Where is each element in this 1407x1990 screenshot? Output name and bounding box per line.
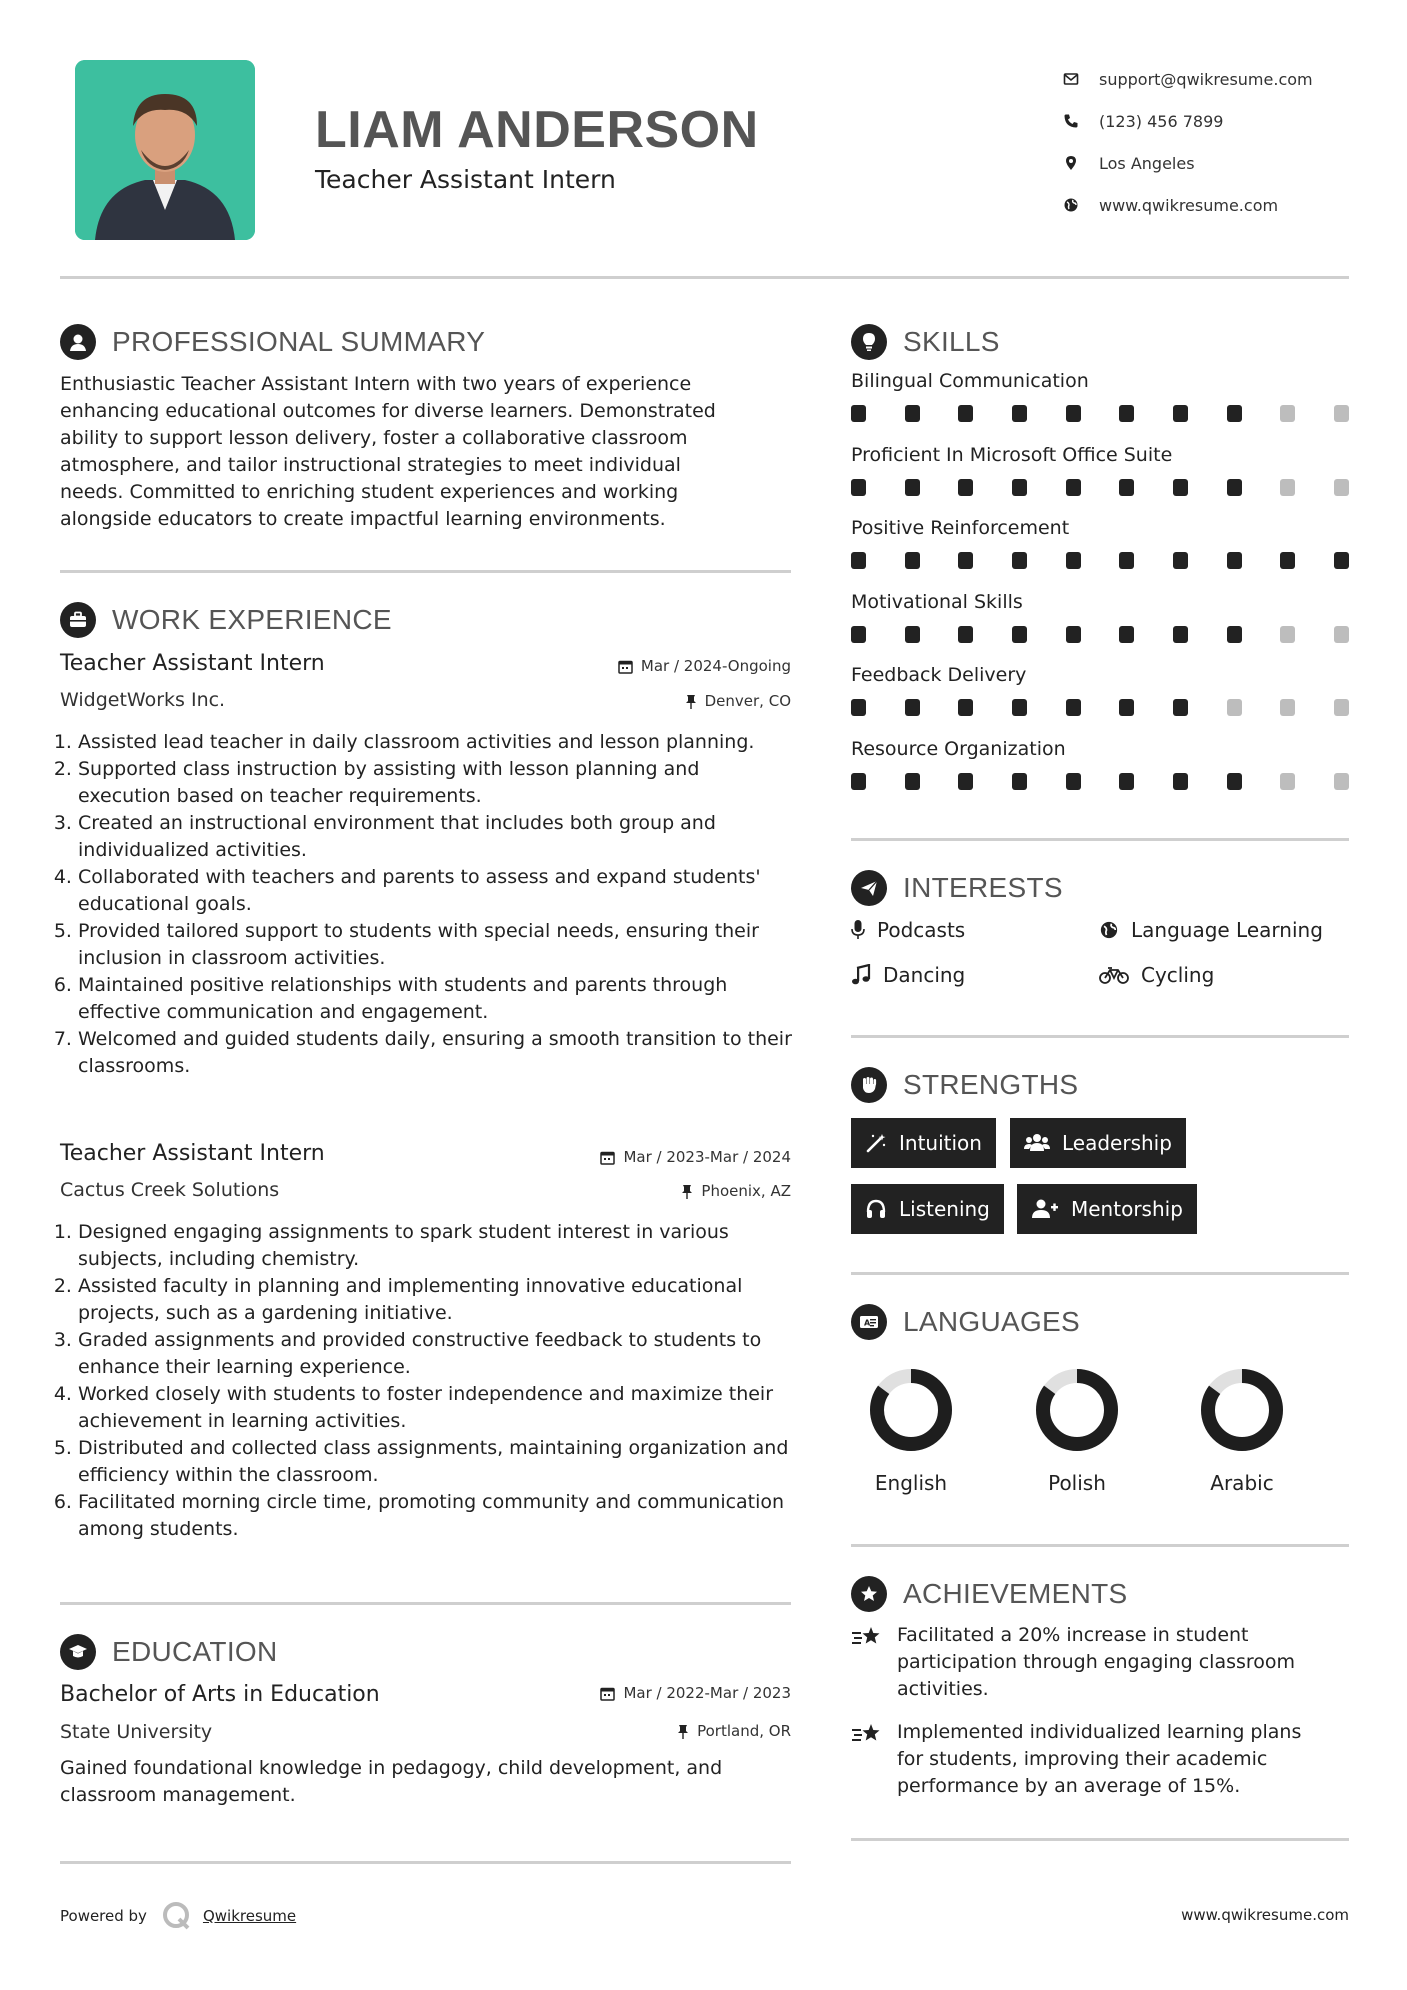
skill-item xyxy=(851,664,1349,716)
job-bullets xyxy=(60,729,795,1080)
rating-dot-filled xyxy=(905,479,920,496)
rating-dot-filled xyxy=(1173,552,1188,569)
rating-dot-filled xyxy=(1119,552,1134,569)
interests-title: INTERESTS xyxy=(903,872,1063,903)
contact-email-text: support@qwikresume.com xyxy=(1099,69,1313,89)
interest-label: Cycling xyxy=(1141,963,1215,987)
education-section-header xyxy=(60,1634,278,1670)
rating-dot-empty xyxy=(1227,699,1242,716)
skill-rating xyxy=(851,626,1349,643)
experience-divider xyxy=(60,1602,791,1605)
job-location-text: Phoenix, AZ xyxy=(701,1182,791,1200)
rating-dot-filled xyxy=(1227,626,1242,643)
language-gauge xyxy=(1032,1365,1122,1455)
interests-section-header xyxy=(851,870,1063,906)
rating-dot-empty xyxy=(1280,405,1295,422)
skills-title: SKILLS xyxy=(903,326,1000,357)
strengths-title: STRENGTHS xyxy=(903,1069,1079,1100)
contact-phone[interactable] xyxy=(1063,100,1313,142)
rating-dot-filled xyxy=(1119,405,1134,422)
degree-title: Bachelor of Arts in Education xyxy=(60,1682,380,1707)
rating-dot-empty xyxy=(1334,699,1349,716)
powered-by-text: Powered by xyxy=(60,1907,147,1925)
rating-dot-filled xyxy=(905,699,920,716)
list-item: 6. Facilitated morning circle time, promoting community and communication among students. xyxy=(78,1489,800,1543)
rating-dot-filled xyxy=(1066,773,1081,790)
calendar-icon xyxy=(600,1686,615,1701)
rating-dot-filled xyxy=(1012,773,1027,790)
skill-name: Positive Reinforcement xyxy=(851,517,1070,539)
map-pin-icon xyxy=(1063,155,1079,171)
rating-dot-filled xyxy=(1280,552,1295,569)
list-item: 4. Collaborated with teachers and parents to assess and expand students' educational goals. xyxy=(78,864,795,918)
footer-website[interactable]: www.qwikresume.com xyxy=(1181,1906,1349,1924)
rating-dot-filled xyxy=(958,479,973,496)
rating-dot-filled xyxy=(1066,699,1081,716)
fist-icon xyxy=(851,1067,887,1103)
achievement-line: performance by an average of 15%. xyxy=(897,1775,1241,1797)
rating-dot-filled xyxy=(958,405,973,422)
rating-dot-filled xyxy=(1066,552,1081,569)
rating-dot-filled xyxy=(851,699,866,716)
rating-dot-filled xyxy=(851,626,866,643)
list-item: 7. Welcomed and guided students daily, ensuring a smooth transition to their classrooms. xyxy=(78,1026,795,1080)
rating-dot-filled xyxy=(905,773,920,790)
rating-dot-filled xyxy=(1012,699,1027,716)
list-item: 1. Assisted lead teacher in daily classroom activities and lesson planning. xyxy=(78,729,795,756)
pushpin-icon xyxy=(685,694,697,709)
summary-line: ability to support lesson delivery, foster a collaborative classroom xyxy=(60,427,688,449)
envelope-icon xyxy=(1063,71,1079,87)
candidate-name: LIAM ANDERSON xyxy=(315,101,759,159)
strengths-divider xyxy=(851,1272,1349,1275)
rating-dot-filled xyxy=(1012,479,1027,496)
contact-website[interactable] xyxy=(1063,184,1313,226)
magic-wand-icon xyxy=(865,1132,887,1154)
rating-dot-filled xyxy=(958,699,973,716)
rating-dot-filled xyxy=(851,773,866,790)
job-title: Teacher Assistant Intern xyxy=(60,1141,325,1166)
language-icon xyxy=(851,1304,887,1340)
rating-dot-filled xyxy=(1066,405,1081,422)
rating-dot-empty xyxy=(1280,479,1295,496)
school-name: State University xyxy=(60,1721,213,1743)
languages-title: LANGUAGES xyxy=(903,1306,1080,1337)
interest-dancing xyxy=(851,963,965,987)
rating-dot-filled xyxy=(1334,552,1349,569)
interest-podcasts xyxy=(851,918,965,942)
candidate-role: Teacher Assistant Intern xyxy=(315,165,616,194)
summary-line: alongside educators to create impactful learning environments. xyxy=(60,508,666,530)
rating-dot-filled xyxy=(851,552,866,569)
job-date-text: Mar / 2023-Mar / 2024 xyxy=(623,1148,791,1166)
paper-plane-icon xyxy=(851,870,887,906)
interest-label: Dancing xyxy=(883,963,966,987)
rating-dot-empty xyxy=(1280,626,1295,643)
education-location-text: Portland, OR xyxy=(697,1722,791,1740)
strength-label: Leadership xyxy=(1062,1131,1172,1155)
job-title: Teacher Assistant Intern xyxy=(60,651,325,676)
achievement-line: activities. xyxy=(897,1678,989,1700)
music-note-icon xyxy=(851,964,871,986)
interest-label: Language Learning xyxy=(1131,918,1323,942)
contact-website-text: www.qwikresume.com xyxy=(1099,195,1279,215)
phone-icon xyxy=(1063,113,1079,129)
brand-link[interactable]: Qwikresume xyxy=(202,1907,297,1925)
achievement-item xyxy=(851,1622,1349,1703)
user-plus-icon xyxy=(1031,1198,1059,1220)
rating-dot-filled xyxy=(905,405,920,422)
skill-item xyxy=(851,370,1349,422)
skill-item xyxy=(851,517,1349,569)
contact-phone-text: (123) 456 7899 xyxy=(1099,111,1224,131)
list-item: 2. Assisted faculty in planning and implementing innovative educational projects, such as a gardening initiative. xyxy=(78,1273,800,1327)
skill-rating xyxy=(851,552,1349,569)
rating-dot-empty xyxy=(1280,773,1295,790)
rating-dot-filled xyxy=(851,479,866,496)
job-location xyxy=(685,692,791,710)
education-divider xyxy=(60,1861,791,1864)
rating-dot-filled xyxy=(1012,626,1027,643)
skill-rating xyxy=(851,699,1349,716)
interest-language-learning xyxy=(1099,918,1323,942)
job-bullets xyxy=(60,1219,800,1543)
rating-dot-empty xyxy=(1334,626,1349,643)
lightbulb-icon xyxy=(851,324,887,360)
calendar-icon xyxy=(618,659,633,674)
globe-icon xyxy=(1099,920,1119,940)
strength-label: Listening xyxy=(899,1197,990,1221)
rating-dot-empty xyxy=(1280,699,1295,716)
rating-dot-filled xyxy=(851,405,866,422)
achievement-line: Implemented individualized learning plans xyxy=(897,1721,1302,1743)
footer-powered-by xyxy=(60,1900,296,1932)
language-item xyxy=(851,1365,971,1495)
skill-rating xyxy=(851,773,1349,790)
rating-dot-filled xyxy=(1173,773,1188,790)
profile-photo xyxy=(75,60,255,240)
summary-line: enhancing educational outcomes for diverse learners. Demonstrated xyxy=(60,400,716,422)
contact-email[interactable] xyxy=(1063,58,1313,100)
list-item: 2. Supported class instruction by assisting with lesson planning and execution based on teacher requirements. xyxy=(78,756,795,810)
pushpin-icon xyxy=(677,1724,689,1739)
summary-line: atmosphere, and tailor instructional strategies to meet individual xyxy=(60,454,681,476)
summary-line: needs. Committed to enriching student experiences and working xyxy=(60,481,679,503)
summary-title: PROFESSIONAL SUMMARY xyxy=(112,326,486,357)
skill-name: Motivational Skills xyxy=(851,590,1023,613)
strength-listening xyxy=(851,1184,1004,1234)
education-location xyxy=(677,1722,791,1740)
rating-dot-filled xyxy=(905,552,920,569)
education-description: Gained foundational knowledge in pedagogy, child development, and classroom management. xyxy=(60,1757,723,1806)
list-item: 4. Worked closely with students to foster independence and maximize their achievement in learning activities. xyxy=(78,1381,800,1435)
achievement-line: Facilitated a 20% increase in student xyxy=(897,1624,1249,1646)
rating-dot-filled xyxy=(958,552,973,569)
skill-rating xyxy=(851,479,1349,496)
skills-section-header xyxy=(851,324,1000,360)
contact-list xyxy=(1063,58,1313,226)
strength-label: Intuition xyxy=(899,1131,982,1155)
list-item: 5. Provided tailored support to students with special needs, ensuring their inclusion in classroom activities. xyxy=(78,918,795,972)
skill-name: Feedback Delivery xyxy=(851,664,1027,686)
shooting-star-icon xyxy=(851,1624,883,1650)
language-item xyxy=(1182,1365,1302,1495)
graduation-cap-icon xyxy=(60,1634,96,1670)
achievement-line: participation through engaging classroom xyxy=(897,1651,1296,1673)
rating-dot-filled xyxy=(1066,479,1081,496)
language-gauge xyxy=(866,1365,956,1455)
rating-dot-filled xyxy=(1012,552,1027,569)
rating-dot-filled xyxy=(1227,773,1242,790)
rating-dot-filled xyxy=(1173,479,1188,496)
job-company: WidgetWorks Inc. xyxy=(60,689,226,711)
rating-dot-filled xyxy=(1012,405,1027,422)
list-item: 1. Designed engaging assignments to spark student interest in various subjects, including chemistry. xyxy=(78,1219,800,1273)
language-name: English xyxy=(874,1471,948,1495)
language-name: Arabic xyxy=(1210,1471,1274,1495)
job-date xyxy=(600,1148,791,1166)
rating-dot-empty xyxy=(1334,773,1349,790)
achievement-item xyxy=(851,1719,1349,1800)
contact-location-text: Los Angeles xyxy=(1099,153,1195,173)
list-item: 3. Graded assignments and provided constructive feedback to students to enhance their learning experience. xyxy=(78,1327,800,1381)
strengths-section-header xyxy=(851,1067,1078,1103)
rating-dot-filled xyxy=(1173,699,1188,716)
skills-divider xyxy=(851,838,1349,841)
calendar-icon xyxy=(600,1150,615,1165)
rating-dot-filled xyxy=(1227,479,1242,496)
rating-dot-filled xyxy=(1066,626,1081,643)
skill-name: Bilingual Communication xyxy=(851,370,1089,392)
rating-dot-filled xyxy=(1119,479,1134,496)
rating-dot-filled xyxy=(1173,626,1188,643)
skill-rating xyxy=(851,405,1349,422)
rating-dot-filled xyxy=(1119,626,1134,643)
interest-label: Podcasts xyxy=(877,918,966,942)
rating-dot-empty xyxy=(1334,479,1349,496)
skill-name: Proficient In Microsoft Office Suite xyxy=(851,443,1173,466)
achievement-line: for students, improving their academic xyxy=(897,1748,1268,1770)
list-item: 5. Distributed and collected class assignments, maintaining organization and efficiency within the classroom. xyxy=(78,1435,800,1489)
achievements-divider xyxy=(851,1838,1349,1841)
language-gauge xyxy=(1197,1365,1287,1455)
users-icon xyxy=(1024,1132,1050,1154)
language-item xyxy=(1017,1365,1137,1495)
rating-dot-filled xyxy=(958,773,973,790)
strength-mentorship xyxy=(1017,1184,1197,1234)
achievements-title: ACHIEVEMENTS xyxy=(903,1578,1128,1609)
summary-divider xyxy=(60,570,791,573)
shooting-star-icon xyxy=(851,1721,883,1747)
interest-cycling xyxy=(1099,963,1214,987)
education-title: EDUCATION xyxy=(112,1636,278,1667)
svg-text:A: A xyxy=(864,1318,871,1328)
summary-line: Enthusiastic Teacher Assistant Intern with two years of experience xyxy=(60,373,692,395)
header-divider xyxy=(60,276,1349,279)
education-date xyxy=(600,1684,791,1702)
job-company: Cactus Creek Solutions xyxy=(60,1179,280,1201)
job-date xyxy=(618,657,791,675)
rating-dot-filled xyxy=(1119,773,1134,790)
languages-section-header xyxy=(851,1304,1080,1340)
rating-dot-filled xyxy=(905,626,920,643)
experience-title: WORK EXPERIENCE xyxy=(112,604,392,635)
qwikresume-logo-icon xyxy=(161,1900,193,1932)
contact-location xyxy=(1063,142,1313,184)
skill-item xyxy=(851,591,1349,643)
languages-divider xyxy=(851,1544,1349,1547)
language-name: Polish xyxy=(1048,1471,1106,1495)
pushpin-icon xyxy=(681,1184,693,1199)
user-icon xyxy=(60,324,96,360)
strength-leadership xyxy=(1010,1118,1186,1168)
star-badge-icon xyxy=(851,1576,887,1612)
globe-icon xyxy=(1063,197,1079,213)
job-location xyxy=(681,1182,791,1200)
microphone-icon xyxy=(851,919,865,941)
strength-intuition xyxy=(851,1118,996,1168)
headphones-icon xyxy=(865,1198,887,1220)
rating-dot-filled xyxy=(1173,405,1188,422)
job-date-text: Mar / 2024-Ongoing xyxy=(640,657,791,675)
rating-dot-filled xyxy=(1227,405,1242,422)
summary-text xyxy=(60,371,800,533)
strength-label: Mentorship xyxy=(1071,1197,1183,1221)
experience-section-header xyxy=(60,602,392,638)
rating-dot-filled xyxy=(958,626,973,643)
rating-dot-filled xyxy=(1119,699,1134,716)
skill-name: Resource Organization xyxy=(851,737,1066,760)
job-location-text: Denver, CO xyxy=(704,692,791,710)
list-item: 6. Maintained positive relationships with students and parents through effective communication and engagement. xyxy=(78,972,795,1026)
list-item: 3. Created an instructional environment that includes both group and individualized activities. xyxy=(78,810,795,864)
achievements-section-header xyxy=(851,1576,1128,1612)
bicycle-icon xyxy=(1099,965,1129,985)
skill-item xyxy=(851,444,1349,496)
skill-item xyxy=(851,738,1349,790)
rating-dot-empty xyxy=(1334,405,1349,422)
interests-divider xyxy=(851,1035,1349,1038)
education-date-text: Mar / 2022-Mar / 2023 xyxy=(623,1684,791,1702)
summary-section-header xyxy=(60,324,485,360)
rating-dot-filled xyxy=(1227,552,1242,569)
briefcase-icon xyxy=(60,602,96,638)
